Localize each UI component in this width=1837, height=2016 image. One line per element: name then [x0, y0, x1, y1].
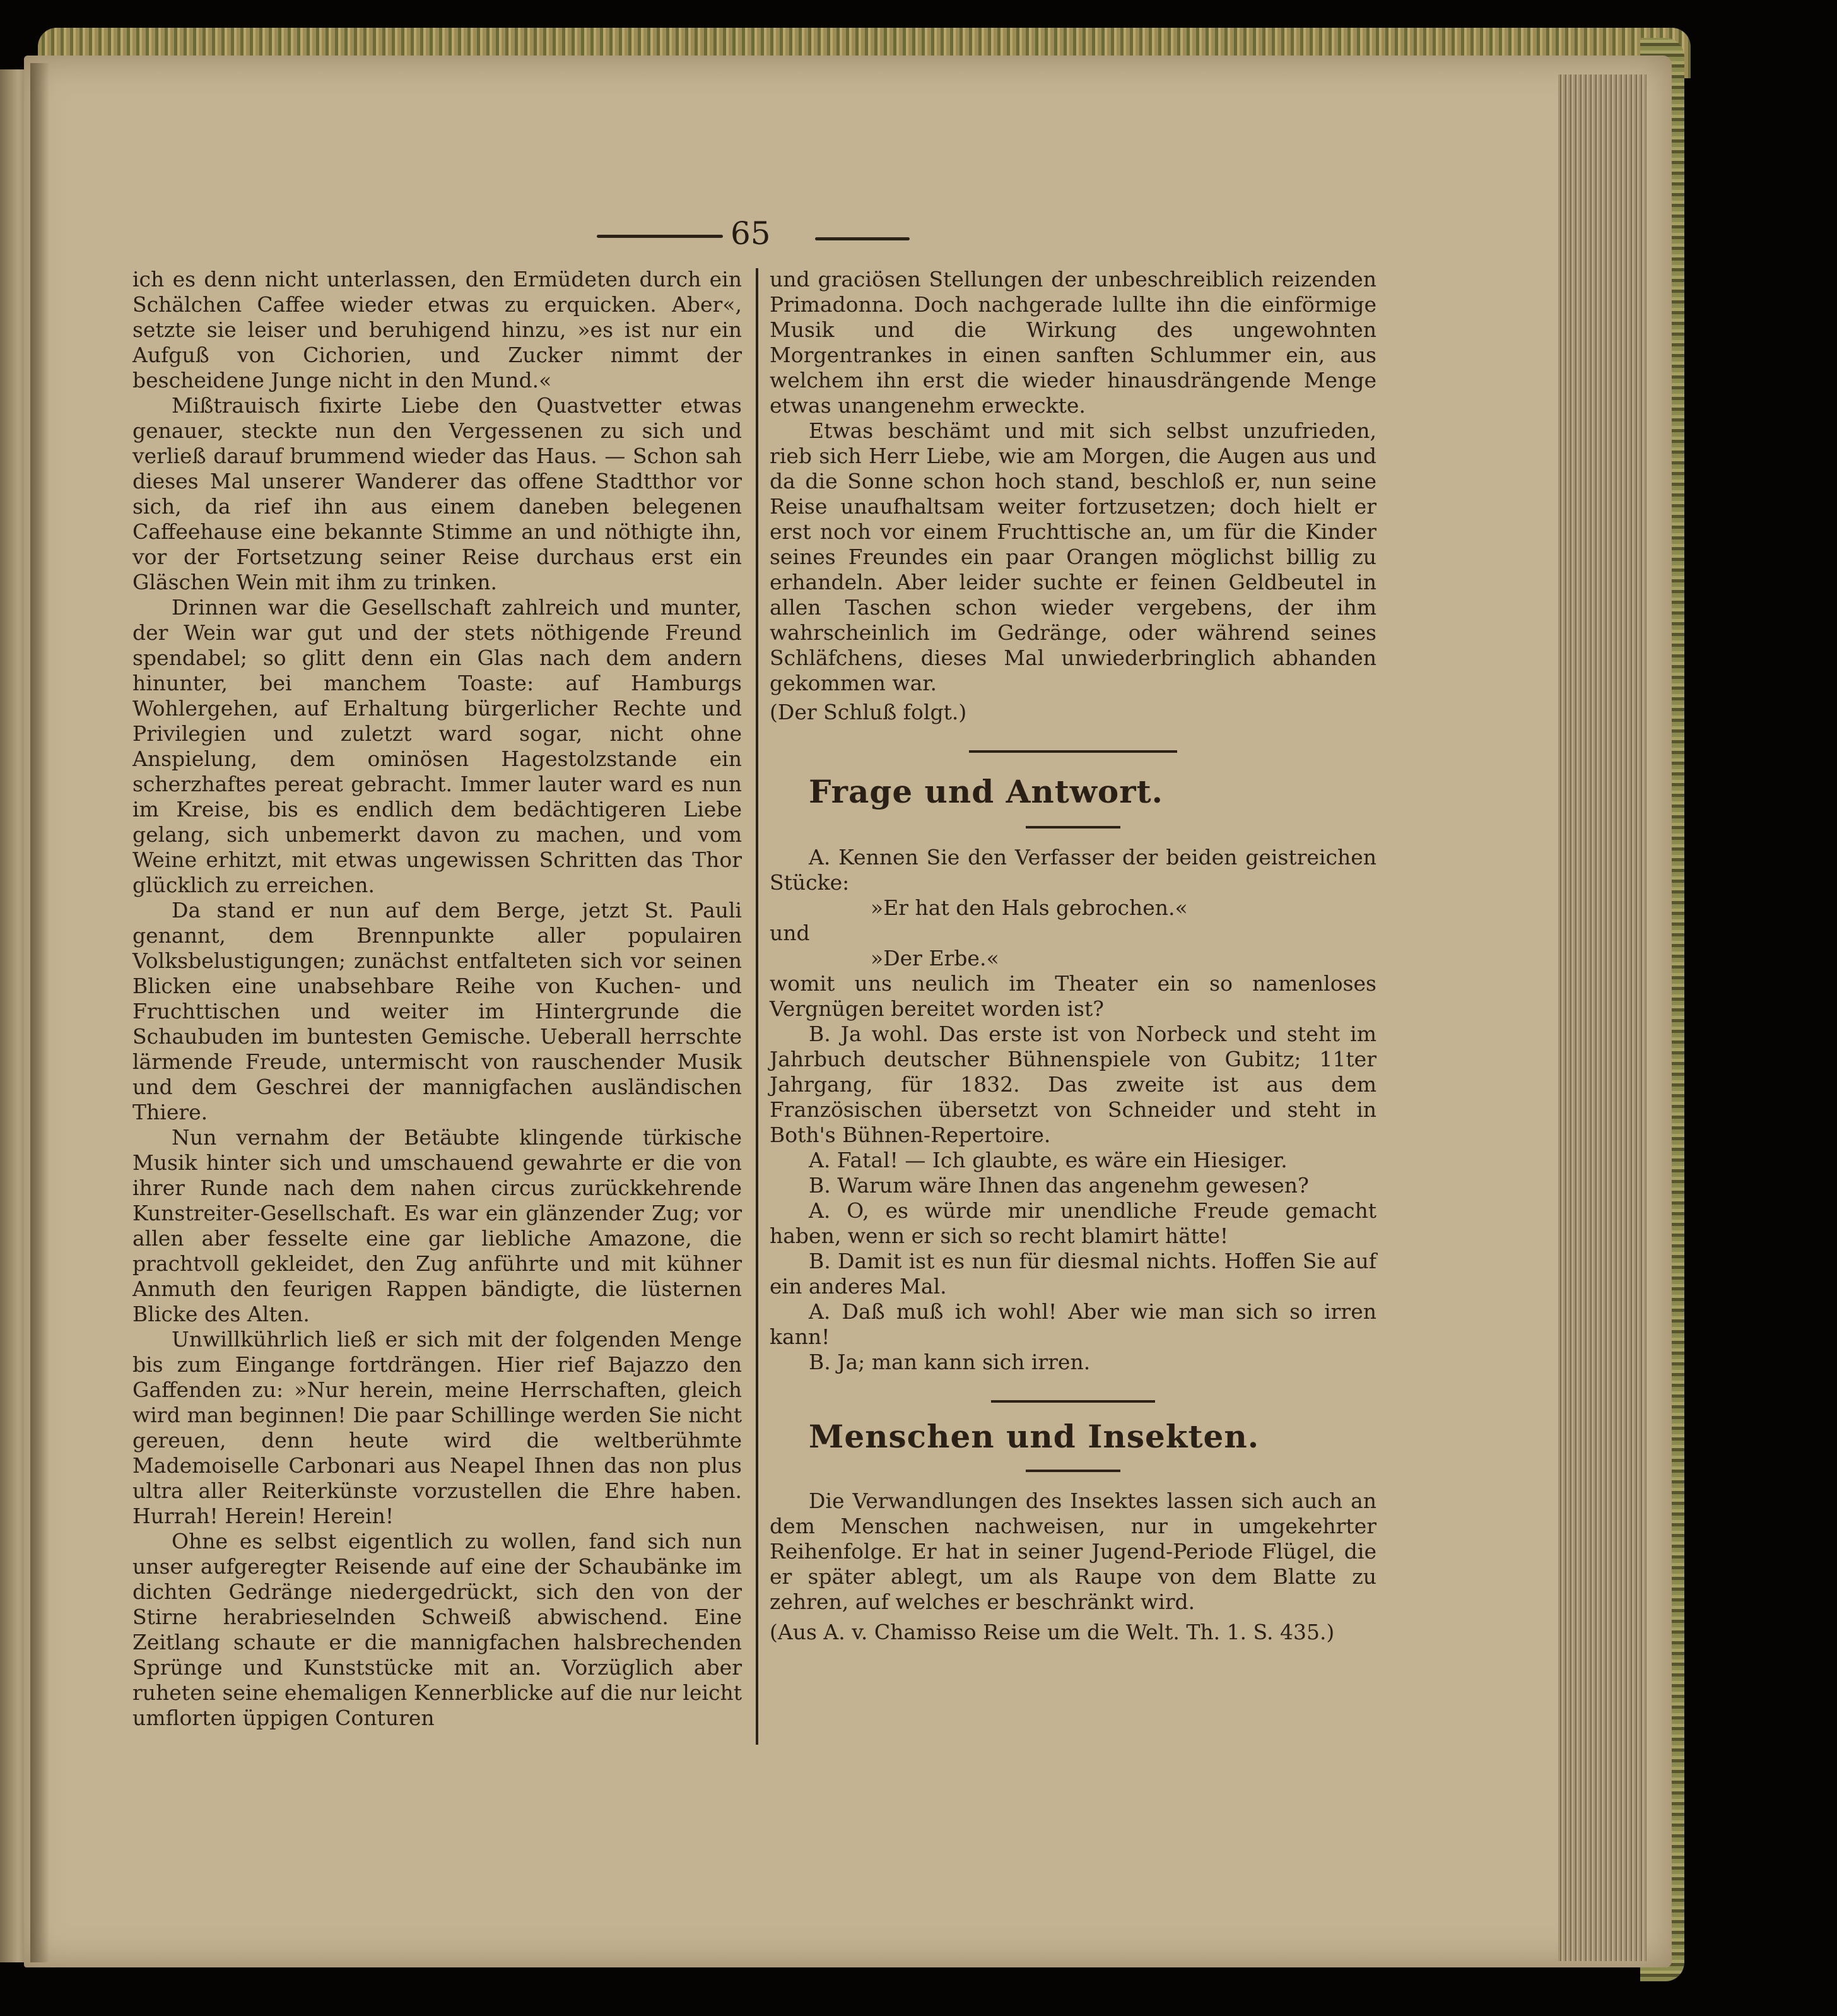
qa-line-paragraph: und	[770, 921, 810, 945]
source-citation: (Aus A. v. Chamisso Reise um die Welt. Th. 1. S. 435.)	[770, 1620, 1335, 1644]
section-rule	[991, 1400, 1155, 1403]
left-column-paragraph: Da stand er nun auf dem Berge, jetzt St. Pauli genannt, dem Brennpunkte aller populairen Volksbelustigungen; zunächst entfalteten sich vor seinen Blicken eine unabsehbare Reihe von Kuchen- und Fruchttischen und weiter im Hintergrunde die Schaubuden im buntesten Gemische. Ueberall herrschte lärmende Freude, untermischt von rauschender Musik und dem Geschrei der mannigfachen ausländischen Thiere.	[132, 898, 742, 1124]
qa-line-paragraph: B. Ja wohl. Das erste ist von Norbeck und steht im Jahrbuch deutscher Bühnenspiele von Gubitz; 11ter Jahrgang, für 1832. Das zweite ist aus dem Französischen übersetzt von Schneider und steht in Both's Bühnen-Repertoire.	[770, 1022, 1376, 1147]
qa-line-paragraph: B. Warum wäre Ihnen das angenehm gewesen?	[809, 1173, 1309, 1198]
continuation-paragraph: Etwas beschämt und mit sich selbst unzufrieden, rieb sich Herr Liebe, wie am Morgen, die Augen aus und da die Sonne schon hoch stand, beschloß er, nun seine Reise unaufhaltsam weiter fortzusetzen; doch hielt er erst noch vor einem Fruchttische an, um für die Kinder seines Freundes ein paar Orangen möglichst billig zu erhandeln. Aber leider suchte er feinen Geldbeutel in allen Taschen schon wieder vergebens, der ihm wahrscheinlich im Gedränge, oder während seines Schläfchens, dieses Mal unwiederbringlich abhanden gekommen war.	[770, 418, 1376, 695]
left-column-paragraph: ich es denn nicht unterlassen, den Ermüdeten durch ein Schälchen Caffee wieder etwas zu erquicken. Aber«, setzte sie leiser und beruhigend hinzu, »es ist nur ein Aufguß von Cichorien, und Zucker nimmt der bescheidene Junge nicht in den Mund.«	[132, 267, 742, 392]
qa-line-paragraph: A. Daß muß ich wohl! Aber wie man sich so irren kann!	[770, 1299, 1376, 1349]
left-column-paragraph: Mißtrauisch fixirte Liebe den Quastvetter etwas genauer, steckte nun den Vergessenen zu sich und verließ darauf brummend wieder das Haus. — Schon sah dieses Mal unserer Wanderer das offene Stadtthor vor sich, da rief ihn aus einem daneben belegenen Caffeehause eine bekannte Stimme an und nöthigte ihn, vor der Fortsetzung seiner Reise durchaus erst ein Gläschen Wein mit ihm zu trinken.	[132, 393, 742, 594]
qa-line-paragraph: B. Ja; man kann sich irren.	[809, 1350, 1091, 1374]
left-column-paragraph: Ohne es selbst eigentlich zu wollen, fand sich nun unser aufgeregter Reisende auf eine der Schaubänke im dichten Gedränge niedergedrückt, sich den von der Stirne herabrieselnden Schweiß abwischend. Eine Zeitlang schaute er die mannigfachen halsbrechenden Sprünge und Kunststücke mit an. Vorzüglich aber ruheten seine ehemaligen Kennerblicke auf die nur leicht umflorten üppigen Conturen	[132, 1529, 742, 1730]
page-number-ornament-right	[815, 237, 910, 240]
qa-line-paragraph: A. Fatal! — Ich glaubte, es wäre ein Hiesiger.	[809, 1148, 1288, 1172]
page-number: 65	[731, 215, 771, 252]
qa-line-paragraph: A. Kennen Sie den Verfasser der beiden geistreichen Stücke:	[770, 845, 1376, 895]
section-rule	[969, 750, 1177, 753]
qa-line-paragraph: »Er hat den Hals gebrochen.«	[871, 895, 1188, 920]
section-heading-frage-und-antwort: Frage und Antwort.	[809, 773, 1164, 810]
section-heading-menschen-und-insekten: Menschen und Insekten.	[809, 1418, 1260, 1455]
stacked-page-edges	[1558, 74, 1646, 1961]
qa-line-paragraph: A. O, es würde mir unendliche Freude gemacht haben, wenn er sich so recht blamirt hätte!	[770, 1198, 1376, 1248]
continuation-paragraph: und graciösen Stellungen der unbeschreiblich reizenden Primadonna. Doch nachgerade lullte ihn die einförmige Musik und die Wirkung des ungewohnten Morgentrankes in einen sanften Schlummer ein, aus welchem ihn erst die wieder hinausdrängende Menge etwas unangenehm erweckte.	[770, 267, 1376, 418]
qa-line-paragraph: womit uns neulich im Theater ein so namenloses Vergnügen bereitet worden ist?	[770, 971, 1376, 1021]
qa-line-paragraph: B. Damit ist es nun für diesmal nichts. Hoffen Sie auf ein anderes Mal.	[770, 1249, 1376, 1299]
qa-line-paragraph: »Der Erbe.«	[871, 946, 999, 970]
page-number-ornament-left	[597, 235, 723, 238]
left-column-paragraph: Nun vernahm der Betäubte klingende türkische Musik hinter sich und umschauend gewahrte er die von ihrer Runde nach dem nahen circus zurückkehrende Kunstreiter-Gesellschaft. Es war ein glänzender Zug; vor allen aber fesselte eine gar liebliche Amazone, die prachtvoll gekleidet, den Zug anführte und mit kühner Anmuth den feurigen Rappen bändigte, die lüsternen Blicke des Alten.	[132, 1125, 742, 1326]
section-rule-short	[1026, 826, 1120, 828]
left-column-paragraph: Drinnen war die Gesellschaft zahlreich und munter, der Wein war gut und der stets nöthigende Freund spendabel; so glitt denn ein Glas nach dem andern hinunter, bei manchem Toaste: auf Hamburgs Wohlergehen, auf Erhaltung bürgerlicher Rechte und Privilegien und zuletzt ward sogar, nicht ohne Anspielung, dem ominösen Hagestolzstande ein scherzhaftes pereat gebracht. Immer lauter ward es nun im Kreise, bis es endlich dem bedächtigeren Liebe gelang, sich unbemerkt davon zu machen, und vom Weine erhitzt, mit etwas ungewissen Schritten das Thor glücklich zu erreichen.	[132, 595, 742, 897]
section-rule-short	[1026, 1470, 1120, 1472]
insects-paragraph: Die Verwandlungen des Insektes lassen sich auch an dem Menschen nachweisen, nur in umgekehrter Reihenfolge. Er hat in seiner Jugend-Periode Flügel, die er später ablegt, um als Raupe von dem Blatte zu zehren, auf welches er beschränkt wird.	[770, 1488, 1376, 1614]
gutter-shadow	[30, 63, 49, 1962]
left-column-paragraph: Unwillkührlich ließ er sich mit der folgenden Menge bis zum Eingange fortdrängen. Hier rief Bajazzo den Gaffenden zu: »Nur herein, meine Herrschaften, gleich wird man beginnen! Die paar Schillinge werden Sie nicht gereuen, denn heute wird die weltberühmte Mademoiselle Carbonari aus Neapel Ihnen das non plus ultra aller Reiterkünste vorzustellen die Ehre haben. Hurrah! Herein! Herein!	[132, 1327, 742, 1528]
continuation-note: (Der Schluß folgt.)	[770, 700, 967, 724]
column-divider	[756, 268, 758, 1745]
left-column	[132, 267, 742, 1731]
question-answer-block	[770, 845, 1376, 1375]
story-continuation	[770, 267, 1376, 696]
right-column	[770, 267, 1376, 1645]
